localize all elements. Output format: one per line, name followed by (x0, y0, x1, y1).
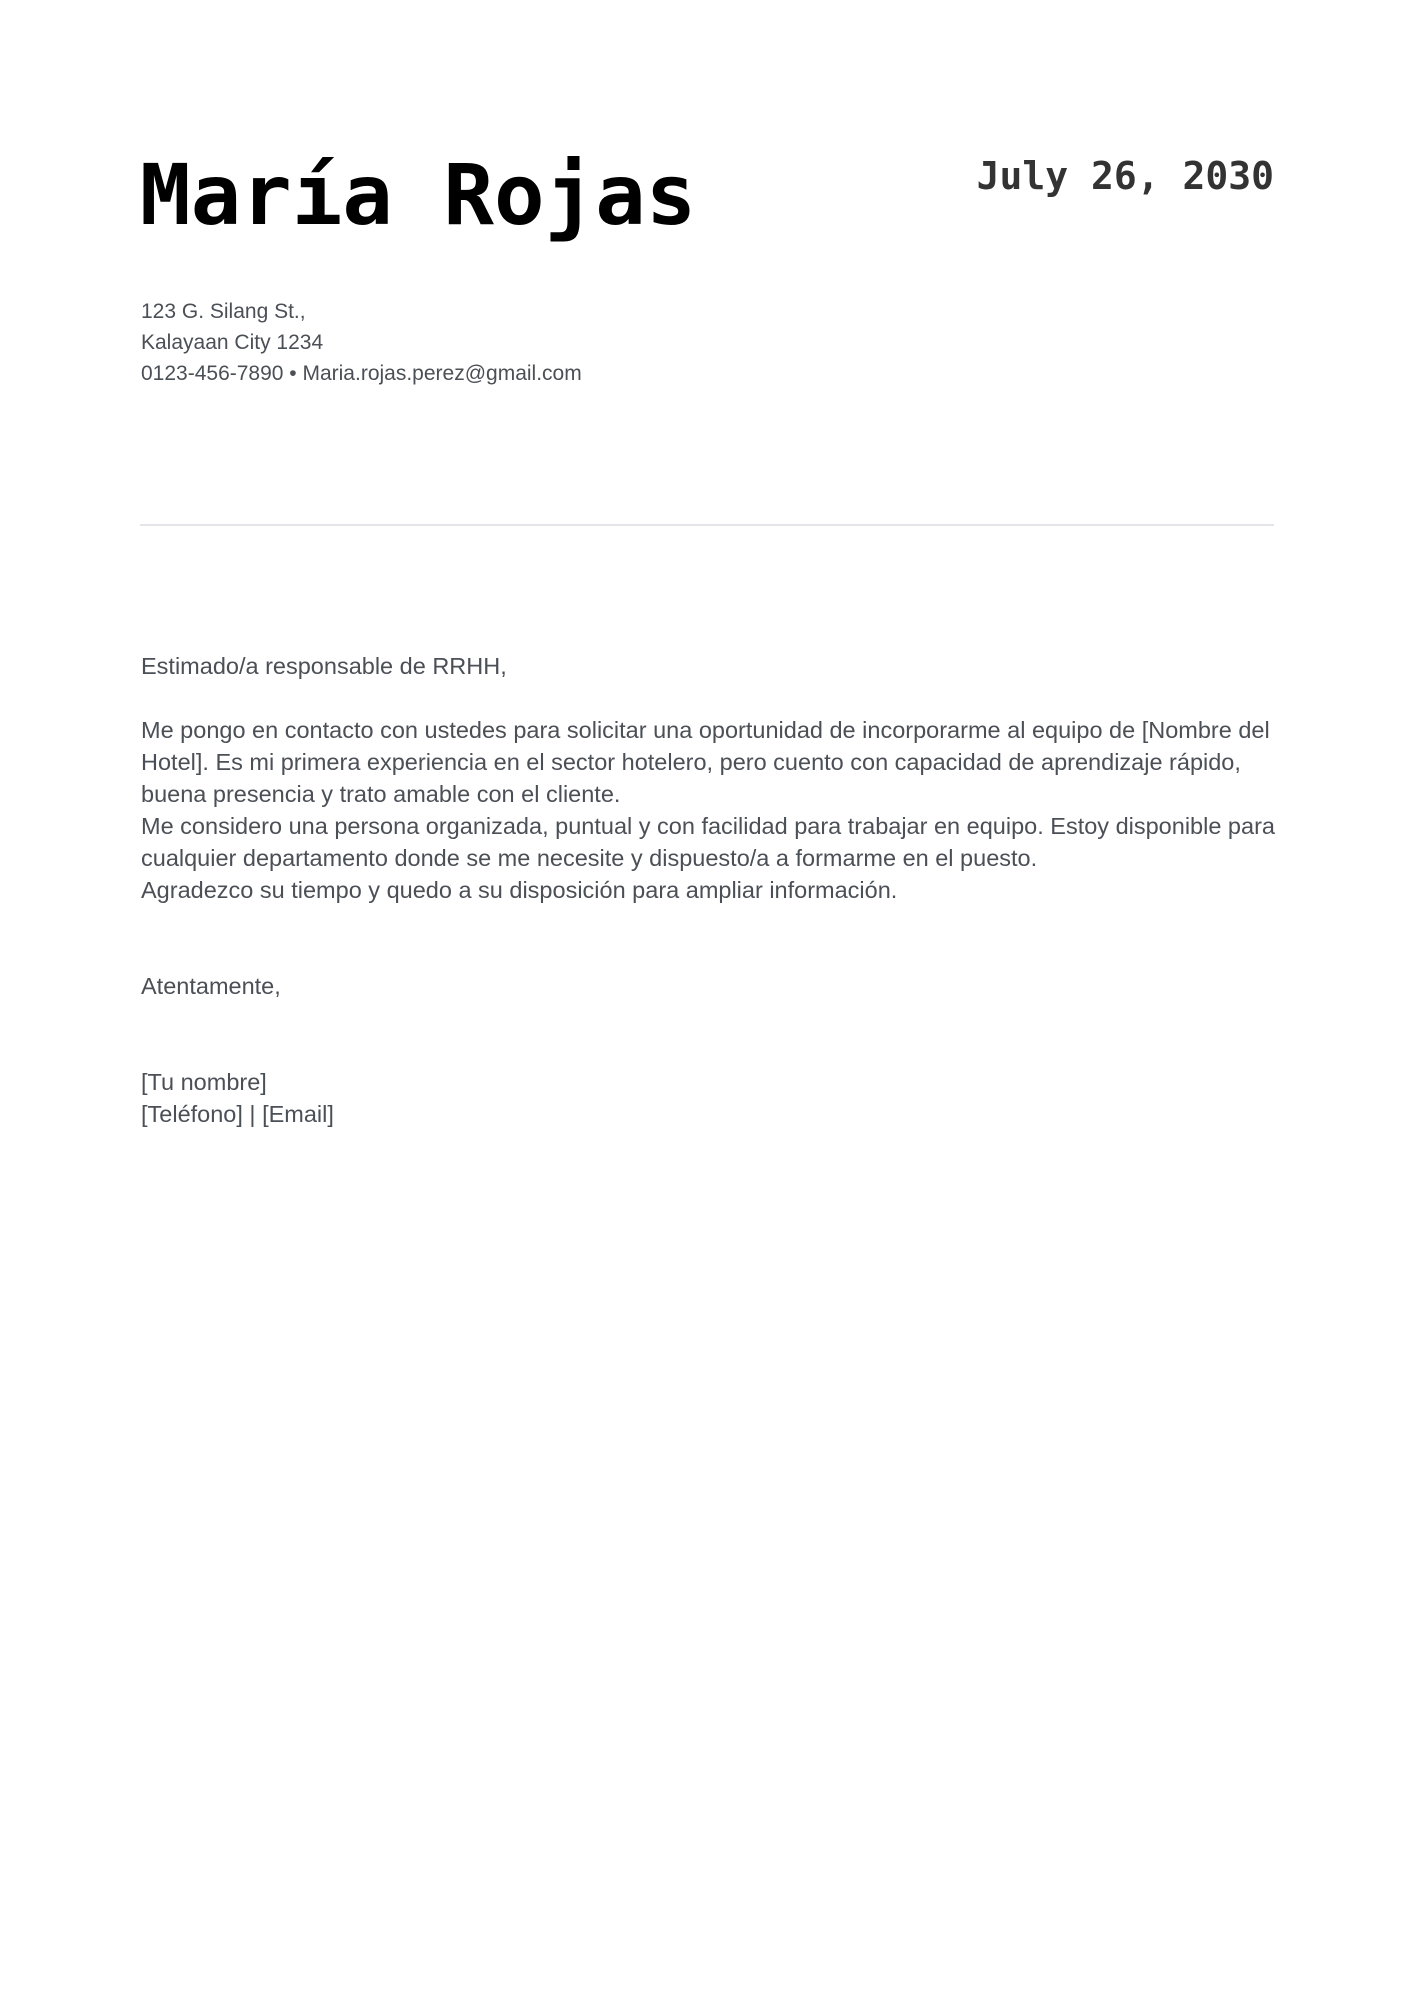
body-paragraph-2: Me considero una persona organizada, puntual y con facilidad para trabajar en equipo. Estoy disponible para cualquier departamento donde se me necesite y dispuesto/a a formarme en el puesto. (141, 813, 1275, 871)
closing: Atentamente, (141, 973, 281, 999)
address-line-1: 123 G. Silang St., (141, 300, 306, 323)
sender-name: María Rojas (140, 146, 697, 244)
letter-date: July 26, 2030 (976, 154, 1274, 198)
address-line-2: Kalayaan City 1234 (141, 331, 324, 354)
phone-email-line: 0123-456-7890 • Maria.rojas.perez@gmail.com (141, 362, 582, 385)
letter-body (141, 650, 1275, 1130)
signature-name: [Tu nombre] (141, 1069, 267, 1095)
sender-contact-block (141, 296, 582, 389)
body-paragraph-1: Me pongo en contacto con ustedes para solicitar una oportunidad de incorporarme al equipo de [Nombre del Hotel]. Es mi primera experiencia en el sector hotelero, pero cuento con capacidad de aprendizaje rápido, buena presencia y trato amable con el cliente. (141, 717, 1270, 807)
salutation: Estimado/a responsable de RRHH, (141, 653, 507, 679)
header-divider (140, 524, 1274, 526)
body-paragraph-3: Agradezco su tiempo y quedo a su disposición para ampliar información. (141, 877, 898, 903)
signature-contact: [Teléfono] | [Email] (141, 1101, 334, 1127)
